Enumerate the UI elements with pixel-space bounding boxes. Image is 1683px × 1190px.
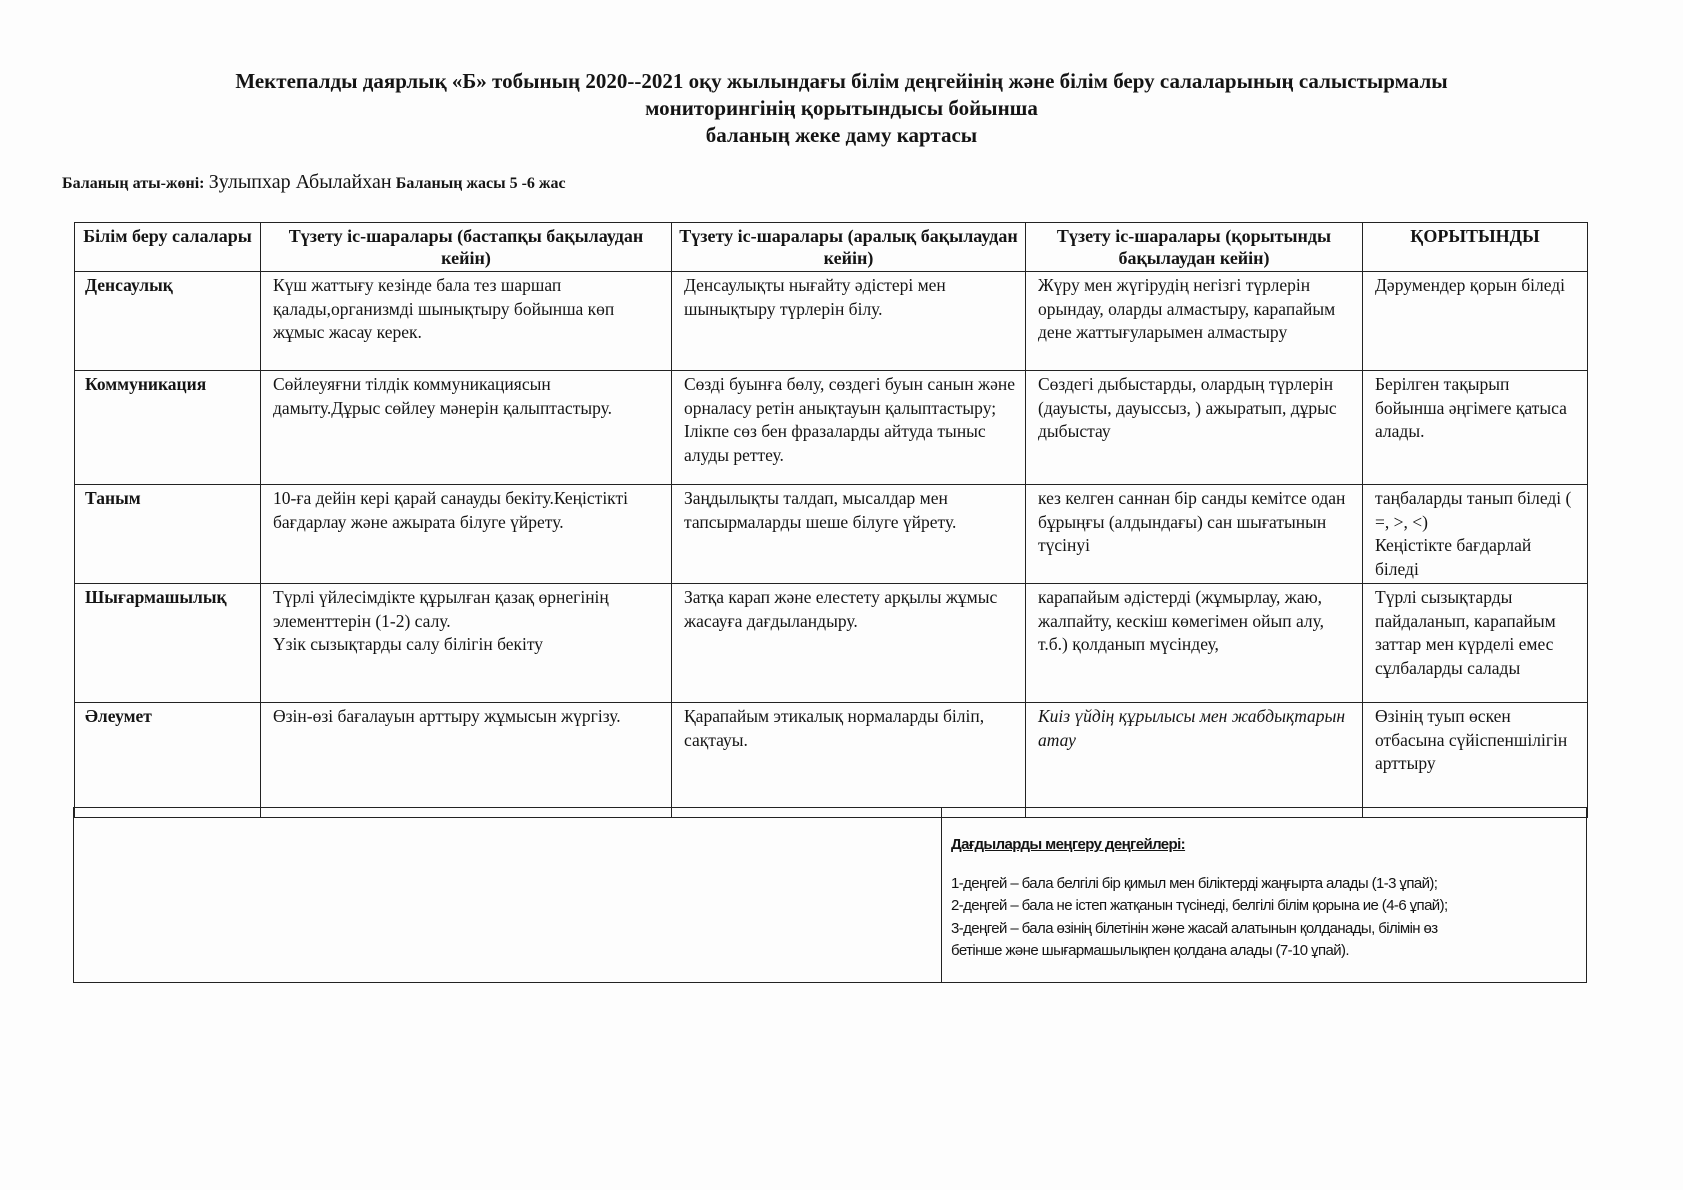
header-intermediate: Түзету іс-шаралары (аралық бақылаудан кейін) <box>672 223 1026 272</box>
final-cell: Жүру мен жүгірудің негізгі түрлерін орындау, оларды алмастыру, карапайым дене жаттығуларымен алмастыру <box>1026 272 1363 371</box>
intermediate-cell: Денсаулықты нығайту әдістері мен шынықтыру түрлерін білу. <box>672 272 1026 371</box>
table-row <box>75 272 1588 371</box>
child-name-value: Зулыпхар Абылайхан <box>208 171 392 193</box>
intermediate-cell: Сөзді буынға бөлу, сөздегі буын санын және орналасу ретін анықтауын қалыптастыру; Ілікпе сөз бен фразаларды айтуда тыныс алуды реттеу. <box>672 371 1026 485</box>
legend-heading: Дағдыларды меңгеру деңгейлері: <box>951 836 1186 853</box>
result-cell: таңбаларды танып біледі ( =, >, <) Кеңістікте бағдарлай біледі <box>1363 485 1588 584</box>
document-title <box>0 68 1683 149</box>
area-cell: Таным <box>75 485 261 584</box>
legend-level-3: 3-деңгей – бала өзінің білетінін және жасай алатынын қолданады, білімін өз <box>951 919 1438 937</box>
legend-level-1: 1-деңгей – бала белгілі бір қимыл мен біліктерді жаңғырта алады (1-3 ұпай); <box>951 874 1438 892</box>
area-cell: Шығармашылық <box>75 584 261 703</box>
initial-cell: Күш жаттығу кезінде бала тез шаршап қалады,организмді шынықтыру бойынша көп жұмыс жасау керек. <box>261 272 672 371</box>
table-row <box>75 485 1588 584</box>
area-cell: Денсаулық <box>75 272 261 371</box>
skill-levels-legend <box>951 834 1581 963</box>
legend-box <box>73 807 1587 983</box>
area-cell: Коммуникация <box>75 371 261 485</box>
title-line-3: баланың жеке даму картасы <box>705 123 978 147</box>
initial-cell: Сөйлеуяғни тілдік коммуникациясын дамыту.Дұрыс сөйлеу мәнерін қалыптастыру. <box>261 371 672 485</box>
table-row <box>75 703 1588 818</box>
header-areas: Білім беру салалары <box>75 223 261 272</box>
child-info <box>62 171 566 194</box>
header-final: Түзету іс-шаралары (қорытынды бақылаудан кейін) <box>1026 223 1363 272</box>
initial-cell: 10-ға дейін кері қарай санауды бекіту.Кеңістікті бағдарлау және ажырата білуге үйрету. <box>261 485 672 584</box>
table-row <box>75 371 1588 485</box>
development-table <box>74 222 1588 818</box>
result-cell: Дәрумендер қорын біледі <box>1363 272 1588 371</box>
result-cell: Берілген тақырып бойынша әңгімеге қатыса алады. <box>1363 371 1588 485</box>
final-cell: кез келген саннан бір санды кемітсе одан бұрыңғы (алдындағы) сан шығатынын түсінуі <box>1026 485 1363 584</box>
area-cell: Әлеумет <box>75 703 261 818</box>
intermediate-cell: Заңдылықты талдап, мысалдар мен тапсырмаларды шеше білуге үйрету. <box>672 485 1026 584</box>
legend-level-2: 2-деңгей – бала не істеп жатқанын түсінеді, белгілі білім қорына ие (4-6 ұпай); <box>951 897 1448 914</box>
header-initial: Түзету іс-шаралары (бастапқы бақылаудан кейін) <box>261 223 672 272</box>
result-cell: Түрлі сызықтарды пайдаланып, карапайым заттар мен күрделі емес сұлбаларды салады <box>1363 584 1588 703</box>
title-line-1: Мектепалды даярлық «Б» тобының 2020--2021 оқу жылындағы білім деңгейінің және білім беру салаларының салыстырмалы <box>235 69 1448 93</box>
initial-cell: Өзін-өзі бағалауын арттыру жұмысын жүргізу. <box>261 703 672 818</box>
header-result: ҚОРЫТЫНДЫ <box>1363 223 1588 272</box>
title-line-2: мониторингінің қорытындысы бойынша <box>645 96 1038 120</box>
result-cell: Өзінің туып өскен отбасына сүйіспеншілігін арттыру <box>1363 703 1588 818</box>
final-cell: Киіз үйдің құрылысы мен жабдықтарын атау <box>1026 703 1363 818</box>
intermediate-cell: Қарапайым этикалық нормаларды біліп, сақтауы. <box>672 703 1026 818</box>
child-age-label: Баланың жасы 5 -6 жас <box>395 175 566 192</box>
intermediate-cell: Затқа карап және елестету арқылы жұмыс жасауға дағдыландыру. <box>672 584 1026 703</box>
initial-cell: Түрлі үйлесімдікте құрылған қазақ өрнегінің элементтерін (1-2) салу. Үзік сызықтарды салу білігін бекіту <box>261 584 672 703</box>
child-name-label: Баланың аты-жөні: <box>62 175 205 192</box>
legend-divider <box>941 808 942 982</box>
final-cell: карапайым әдістерді (жұмырлау, жаю, жалпайту, кескіш көмегімен ойып алу, т.б.) қолданып мүсіндеу, <box>1026 584 1363 703</box>
table-row <box>75 584 1588 703</box>
final-cell: Сөздегі дыбыстарды, олардың түрлерін (дауысты, дауыссыз, ) ажыратып, дұрыс дыбыстау <box>1026 371 1363 485</box>
table-header-row <box>75 223 1588 272</box>
legend-level-3-cont: бетінше және шығармашылықпен қолдана алады (7-10 ұпай). <box>951 942 1349 959</box>
